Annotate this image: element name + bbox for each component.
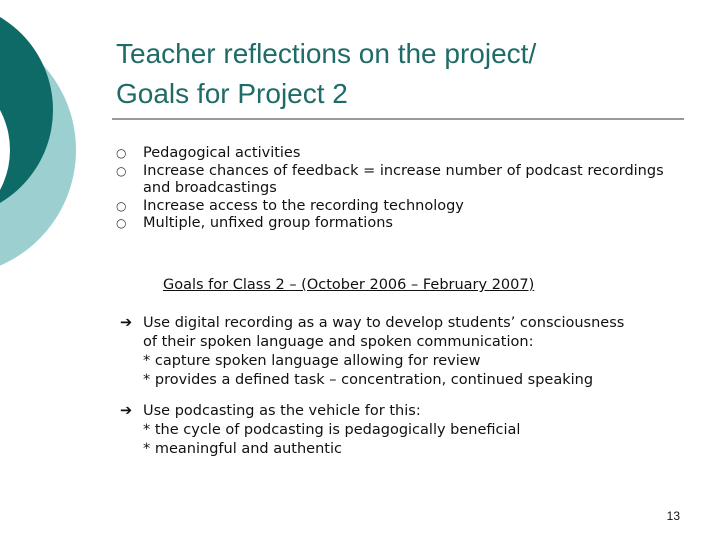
goals-heading: Goals for Class 2 – (October 2006 – February 2007) bbox=[163, 277, 535, 293]
page-number: 13 bbox=[666, 509, 680, 523]
title-line-1: Teacher reflections on the project/ bbox=[116, 38, 537, 69]
bullet-text: Increase chances of feedback = increase number of podcast recordings and broadcastings bbox=[143, 162, 664, 196]
slide-title bbox=[116, 34, 676, 114]
bullet-item bbox=[116, 215, 676, 233]
arrow-right-icon: ➔ bbox=[120, 403, 133, 419]
goal-line: Use digital recording as a way to develop students’ consciousness bbox=[143, 315, 625, 331]
goal-block bbox=[116, 314, 696, 390]
circle-bullet-icon: ○ bbox=[116, 146, 127, 160]
circle-bullet-icon: ○ bbox=[116, 163, 127, 178]
bullet-text: Increase access to the recording technology bbox=[143, 197, 464, 214]
circle-bullet-icon: ○ bbox=[116, 198, 127, 213]
decorative-circles bbox=[0, 0, 120, 300]
goal-line: * meaningful and authentic bbox=[143, 441, 342, 457]
goal-block bbox=[116, 402, 696, 459]
goal-line: * the cycle of podcasting is pedagogically beneficial bbox=[143, 422, 521, 438]
arrow-right-icon: ➔ bbox=[120, 315, 133, 331]
bullet-text: Multiple, unfixed group formations bbox=[143, 215, 393, 231]
goal-line: Use podcasting as the vehicle for this: bbox=[143, 403, 421, 419]
bullet-item bbox=[116, 163, 676, 198]
reflection-bullet-list bbox=[116, 145, 676, 233]
title-divider bbox=[112, 118, 684, 120]
circle-bullet-icon: ○ bbox=[116, 216, 127, 230]
bullet-text: Pedagogical activities bbox=[143, 145, 301, 161]
goal-line: of their spoken language and spoken communication: bbox=[143, 334, 534, 350]
bullet-item bbox=[116, 145, 676, 163]
bullet-item bbox=[116, 198, 676, 216]
title-line-2: Goals for Project 2 bbox=[116, 78, 348, 109]
goal-line: * capture spoken language allowing for review bbox=[143, 353, 481, 369]
goal-line: * provides a defined task – concentration, continued speaking bbox=[143, 372, 594, 388]
